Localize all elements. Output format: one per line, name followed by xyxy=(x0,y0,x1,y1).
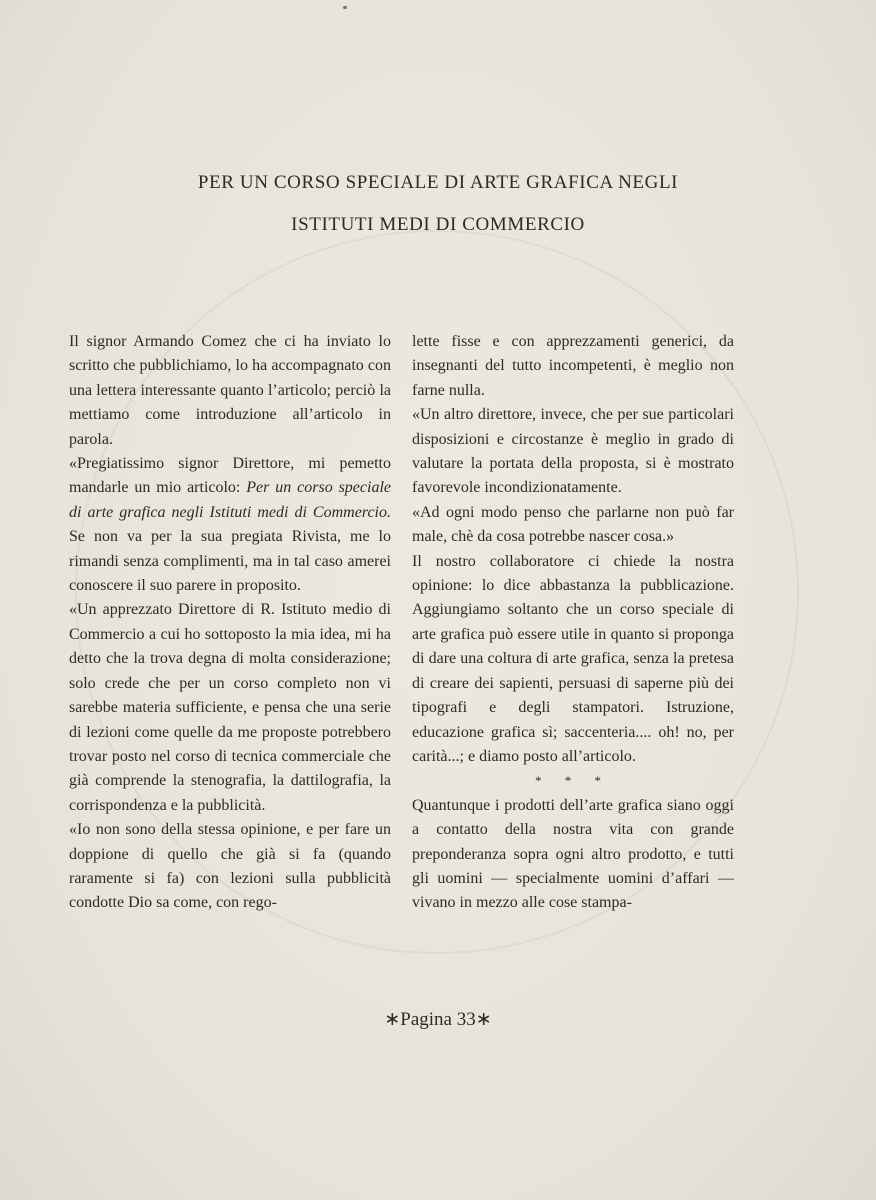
paragraph: «Ad ogni modo penso che parlarne non può far male, chè da cosa potrebbe nascer cosa.» xyxy=(412,503,734,546)
right-column xyxy=(412,330,734,916)
paragraph: Il signor Armando Comez che ci ha inviato lo scritto che pubblichiamo, lo ha accompagnato con una lettera interessante quanto l’articolo; perciò la mettiamo come introduzione all’articolo in parola. xyxy=(69,333,391,448)
paragraph-text: «Pregiatissimo signor Direttore, mi pemetto mandarle un mio articolo: xyxy=(69,455,391,497)
paragraph: Il nostro collaboratore ci chiede la nostra opinione: lo dice abbastanza la pubblicazione. Aggiungiamo soltanto che un corso speciale di arte grafica può essere utile in quanto si proponga di dare una coltura di arte grafica, senza la pretesa di creare dei sapienti, persuasi di saperne più dei tipografi e degli stampatori. Istruzione, educazione grafica sì; saccenteria.... oh! no, per carità...; e diamo posto all’articolo. xyxy=(412,552,734,765)
left-column xyxy=(69,330,391,916)
paragraph: «Un apprezzato Direttore di R. Istituto medio di Commercio a cui ho sottoposto la mia idea, mi ha detto che la trova degna di molta considerazione; solo crede che per un corso completo non vi sarebbe materia sufficiente, e pensa che una serie di lezioni come quelle da me proposte potrebbero trovar posto nel corso di tecnica commerciale che già comprende la stenografia, la dattilografia, la corrispondenza e la pubblicità. xyxy=(69,601,391,814)
paragraph: Quantunque i prodotti dell’arte grafica siano oggi a contatto della nostra vita con grande preponderanza sopra ogni altro prodotto, e tutti gli uomini — specialmente uomini d’affari — vivano in mezzo alle cose stampa- xyxy=(412,796,734,912)
section-separator: * * * xyxy=(535,773,611,789)
article-title-line-2: ISTITUTI MEDI DI COMMERCIO xyxy=(291,214,585,235)
ink-speck xyxy=(343,6,347,9)
article-title-line-1: PER UN CORSO SPECIALE DI ARTE GRAFICA NEGLI xyxy=(197,172,679,193)
paragraph-text: Se non va per la sua pregiata Rivista, me lo rimandi senza complimenti, ma in tal caso amerei conoscere il suo parere in proposito. xyxy=(69,528,391,595)
paragraph xyxy=(69,452,391,598)
article-title-italic: Per un corso speciale di arte grafica negli Istituti medi di Commercio. xyxy=(69,479,391,521)
page-number: ∗Pagina 33∗ xyxy=(384,1009,492,1030)
paragraph: «Un altro direttore, invece, che per sue particolari disposizioni e circostanze è meglio in grado di valutare la portata della proposta, si è mostrato favorevole incondizionatamente. xyxy=(412,406,734,497)
paragraph: lette fisse e con apprezzamenti generici, da insegnanti del tutto incompetenti, è meglio non farne nulla. xyxy=(412,333,734,399)
paragraph: «Io non sono della stessa opinione, e per fare un doppione di quello che già si fa (quando raramente si fa) con lezioni sulla pubblicità condotte Dio sa come, con rego- xyxy=(69,821,391,912)
